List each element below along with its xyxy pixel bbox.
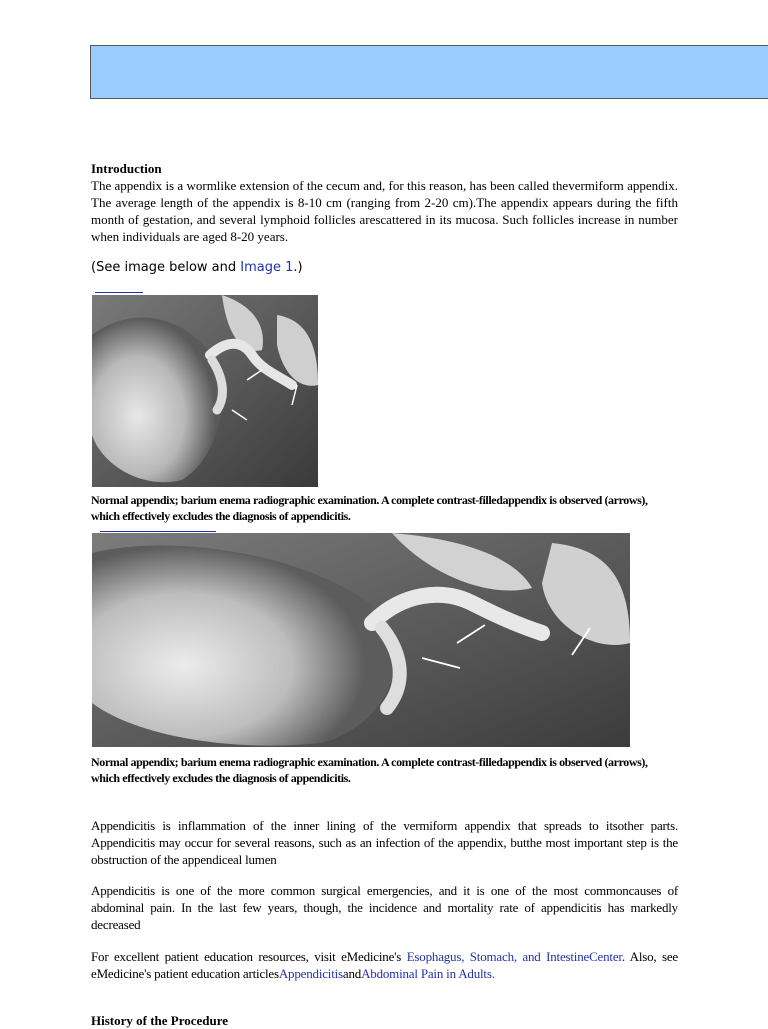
image-2-caption: Normal appendix; barium enema radiographic examination. A complete contrast-filledappendix is observed (arrows), which effectively excludes the diagnosis of appendicitis. <box>91 755 648 785</box>
history-heading: History of the Procedure <box>91 1013 229 1028</box>
appendicitis-definition-paragraph: Appendicitis is inflammation of the inner lining of the vermiform appendix that spreads to itsother parts. Appendicitis may occur for several reasons, such as an infection of the appendix, butthe most important step is the obstruction of the appendiceal lumen <box>91 818 678 867</box>
appendicitis-link[interactable]: Appendicitis <box>278 966 343 981</box>
image-link-underline-2[interactable] <box>100 531 216 532</box>
esophagus-stomach-intestine-center-link[interactable]: Esophagus, Stomach, and IntestineCenter <box>406 949 622 964</box>
intro-paragraph: The appendix is a wormlike extension of the cecum and, for this reason, has been called thevermiform appendix. The average length of the appendix is 8-10 cm (ranging from 2-20 cm).The appendix appears during the fifth month of gestation, and several lymphoid follicles arescattered in its mucosa. Such follicles increase in number when individuals are aged 8-20 years. <box>91 178 678 244</box>
patient-education-paragraph: For excellent patient education resources, visit eMedicine's Esophagus, Stomach, and IntestineCenter. Also, see eMedicine's patient education articlesAppendicitisandAbdominal Pain in Adults. <box>91 949 678 981</box>
image-1-caption: Normal appendix; barium enema radiographic examination. A complete contrast-filledappendix is observed (arrows), which effectively excludes the diagnosis of appendicitis. <box>91 493 648 523</box>
image-link-underline[interactable] <box>95 292 143 293</box>
see-image-line: (See image below and Image 1.) <box>91 260 303 275</box>
xray-image-2 <box>92 533 630 747</box>
image-1-link[interactable]: Image 1 <box>240 260 294 275</box>
intro-heading: Introduction <box>91 161 162 176</box>
title-banner <box>90 45 768 99</box>
abdominal-pain-in-adults-link[interactable]: Abdominal Pain in Adults <box>361 966 492 981</box>
appendicitis-epidemiology-paragraph: Appendicitis is one of the more common surgical emergencies, and it is one of the most commoncauses of abdominal pain. In the last few years, though, the incidence and mortality rate of appendicitis has markedly decreased <box>91 883 678 932</box>
xray-image-1 <box>92 295 318 487</box>
